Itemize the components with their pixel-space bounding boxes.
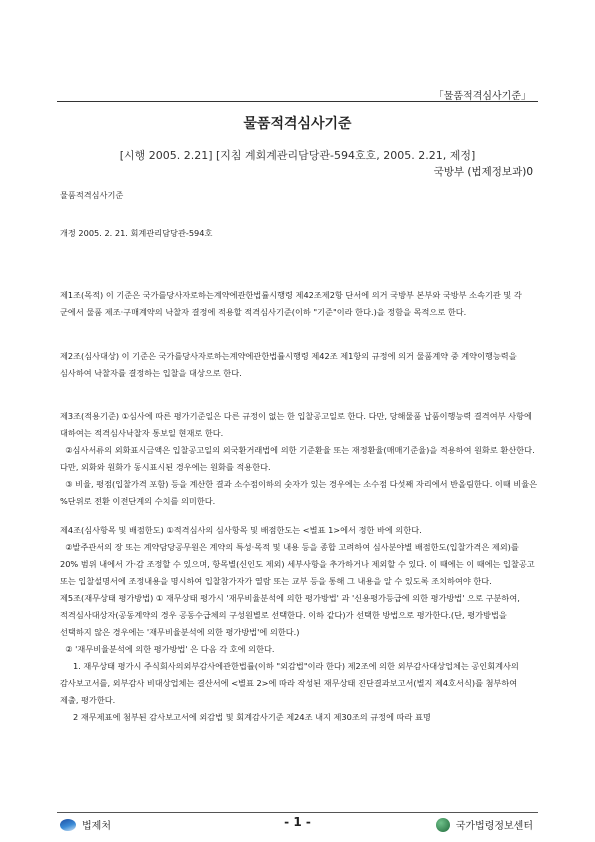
- revision-line: 개정 2005. 2. 21. 회계관리담당관-594호: [60, 228, 213, 238]
- globe-icon: [436, 818, 450, 832]
- footer-right: [436, 817, 533, 832]
- category-tag: 「물품적격심사기준」: [433, 91, 531, 102]
- enactment-info: [시행 2005. 2.21] [지침 계회계관리담당관-594호호, 2005. 2.21, 제정]: [119, 149, 476, 162]
- article-4: 제4조(심사항목 및 배점한도) ①적격심사의 심사항목 및 배점한도는 <별표 1>에서 정한 바에 의한다. ②발주관서의 장 또는 계약담당공무원은 계약의 특성·목적 및 내용 등을 종합 고려하여 심사분야별 배점한도(입찰가격은 제외)를 20% 범위 내에서 가·감 조정할 수 있으며, 항목별(신인도 제외) 세부사항을 추가하거나 제외할 수 있다. 이 때에는 이 때에는 입찰공고 또는 입찰설명서에 조정내용을 명시하여 입찰참가자가 열람 또는 교부 등을 통해 그 내용을 알 수 있도록 조치하여야 한다.: [60, 525, 535, 586]
- footer-right-label: 국가법령정보센터: [455, 821, 533, 832]
- doc-name: 물품적격심사기준: [60, 190, 124, 200]
- page-number: - 1 -: [284, 815, 311, 829]
- department-label[interactable]: 국방부 (법제정보과)0: [433, 166, 533, 178]
- article-5: 제5조(재무상태 평가방법) ① 재무상태 평가시 '재무비율분석에 의한 평가방법' 과 '신용평가등급에 의한 평가방법' 으로 구분하여, 적격심사대상자(공동계약의 경우 공동수급체의 구성원별로 선택한다. 이하 같다)가 선택한 방법으로 평가한다.(단, 평가방법을 선택하지 않은 경우에는 '재무비율분석에 의한 평가방법'에 의한다.) ② '재무비율분석에 의한 평가방법' 은 다음 각 호에 의한다. 1. 재무상태 평가시 주식회사의외부감사에관한법률(이하 "외감법"이라 한다) 제2조에 의한 외부감사대상업체는 공인회계사의 감사보고서를, 외부감사 비대상업체는 결산서에 <별표 2>에 따라 작성된 재무상태 진단결과보고서(별지 제4호서식)를 첨부하여 제출, 평가한다. 2 재무제표에 첨부된 감사보고서에 외감법 및 회계감사기준 제24조 내지 제30조의 규정에 따라 표명: [60, 593, 520, 722]
- article-2: 제2조(심사대상) 이 기준은 국가를당사자로하는계약에관한법률시행령 제42조 제1항의 규정에 의거 물품계약 중 계약이행능력을 심사하여 낙찰자를 결정하는 입찰을 대상으로 한다.: [60, 351, 520, 378]
- header-rule: [57, 101, 538, 102]
- article-1: 제1조(목적) 이 기준은 국가를당사자로하는계약에관한법률시행령 제42조제2항 단서에 의거 국방부 본부와 국방부 소속기관 및 각 군에서 물품 제조·구매계약의 낙찰자 결정에 적용할 적격심사기준(이하 "기준"이라 한다.)을 정함을 목적으로 한다.: [60, 290, 525, 317]
- document-title: 물품적격심사기준: [243, 116, 352, 132]
- footer-rule: [57, 812, 538, 813]
- footer-left-label: 법제처: [82, 821, 111, 832]
- article-3: 제3조(적용기준) ①심사에 따른 평가기준일은 다른 규정이 없는 한 입찰공고일로 한다. 다만, 당해물품 납품이행능력 결격여부 사항에 대하여는 적격심사낙찰자 통보일 현재로 한다. ②심사서류의 외화표시금액은 입찰공고일의 외국환거래법에 의한 기준환율 또는 재정환율(매매기준율)을 적용하여 원화로 환산한다. 다만, 외화와 원화가 동시표시된 경우에는 원화를 적용한다. ③ 비율, 평점(입찰가격 포함) 등을 계산한 결과 소수점이하의 숫자가 있는 경우에는 소수점 다섯째 자리에서 반올림한다. 이때 비율은 %단위로 전환 이전단계의 수치를 의미한다.: [60, 411, 538, 506]
